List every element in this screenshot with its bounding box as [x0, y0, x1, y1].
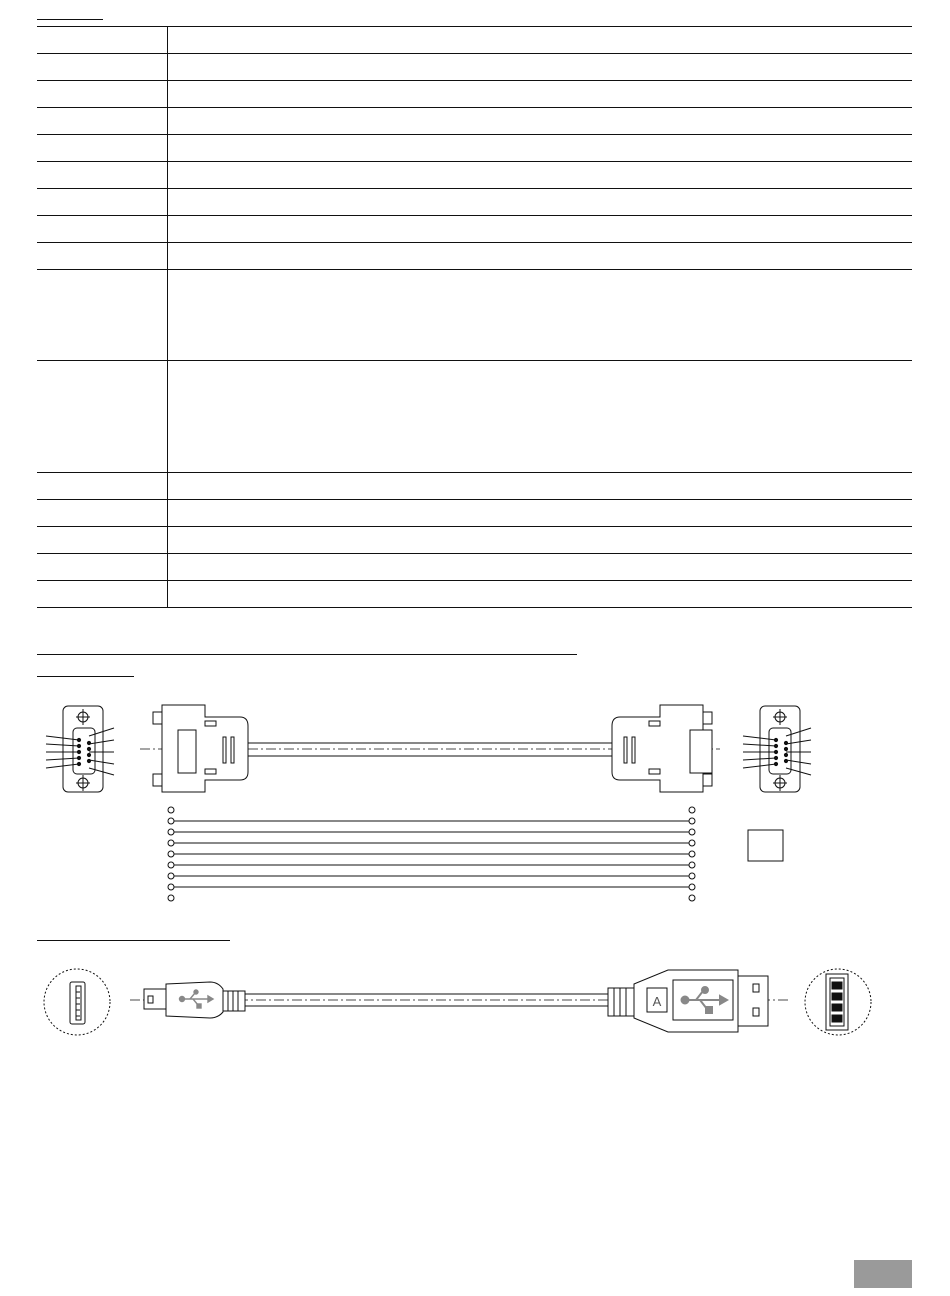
page-number-tab: [854, 1260, 912, 1288]
serial-cable-body: [248, 743, 612, 756]
db9-pin: [784, 747, 787, 750]
wire-terminal: [689, 829, 695, 835]
subsection-heading-underline-usb: [37, 940, 230, 941]
legend-box: [748, 830, 783, 861]
wire-terminal: [689, 873, 695, 879]
spec-value: [168, 162, 913, 189]
spec-value: [168, 27, 913, 54]
wire-terminal: [168, 862, 174, 868]
usb-a-connector-icon: [805, 969, 871, 1035]
plug-letter-label: A: [652, 994, 662, 1009]
spec-row: [37, 81, 912, 108]
micro-usb-connector-icon: [44, 969, 110, 1035]
left-db9-plug: [153, 705, 248, 792]
spec-label: [37, 270, 168, 361]
spec-value: [168, 581, 913, 608]
spec-label: [37, 108, 168, 135]
serial-cable-diagram: [0, 700, 950, 900]
spec-row: [37, 527, 912, 554]
spec-label: [37, 243, 168, 270]
spec-row: [37, 473, 912, 500]
spec-row: [37, 500, 912, 527]
spec-label: [37, 473, 168, 500]
spec-label: [37, 527, 168, 554]
wire-terminal: [689, 862, 695, 868]
wire-terminal: [168, 807, 174, 813]
spec-value: [168, 527, 913, 554]
spec-label: [37, 554, 168, 581]
spec-value: [168, 189, 913, 216]
wire-terminal: [689, 851, 695, 857]
spec-label: [37, 581, 168, 608]
spec-label: [37, 189, 168, 216]
wire-terminal: [168, 829, 174, 835]
spec-value: [168, 108, 913, 135]
wire-terminal: [689, 818, 695, 824]
spec-label: [37, 361, 168, 473]
spec-label: [37, 500, 168, 527]
wire-terminal: [689, 884, 695, 890]
spec-label: [37, 135, 168, 162]
wire-terminal: [168, 818, 174, 824]
spec-value: [168, 473, 913, 500]
db9-pin: [784, 753, 787, 756]
spec-value: [168, 361, 913, 473]
spec-value: [168, 500, 913, 527]
subsection-heading-underline-serial: [37, 676, 134, 677]
section-heading-underline: [37, 654, 577, 655]
top-heading-underline: [37, 19, 103, 20]
spec-row: [37, 581, 912, 608]
spec-row: [37, 270, 912, 361]
spec-row: [37, 361, 912, 473]
spec-value: [168, 243, 913, 270]
spec-row: [37, 189, 912, 216]
spec-row: [37, 27, 912, 54]
spec-row: [37, 554, 912, 581]
specification-table: [37, 26, 912, 608]
wiring-diagram: [168, 807, 695, 901]
spec-row: [37, 243, 912, 270]
wire-terminal: [689, 840, 695, 846]
spec-row: [37, 108, 912, 135]
spec-value: [168, 54, 913, 81]
spec-label: [37, 27, 168, 54]
spec-row: [37, 162, 912, 189]
spec-value: [168, 216, 913, 243]
usb-cable-diagram: [0, 962, 950, 1042]
spec-row: [37, 54, 912, 81]
spec-label: [37, 216, 168, 243]
spec-label: [37, 54, 168, 81]
db9-pin: [87, 747, 90, 750]
spec-label: [37, 162, 168, 189]
spec-label: [37, 81, 168, 108]
wire-terminal: [168, 840, 174, 846]
wire-terminal: [168, 884, 174, 890]
left-db9-connector-icon: [46, 706, 114, 792]
right-db9-connector-icon: [743, 706, 811, 792]
wire-terminal: [168, 851, 174, 857]
spec-row: [37, 135, 912, 162]
spec-value: [168, 135, 913, 162]
spec-value: [168, 270, 913, 361]
db9-pin: [87, 753, 90, 756]
spec-row: [37, 216, 912, 243]
spec-value: [168, 554, 913, 581]
wire-terminal: [689, 807, 695, 813]
wire-terminal: [168, 895, 174, 901]
spec-value: [168, 81, 913, 108]
wire-terminal: [689, 895, 695, 901]
right-db9-plug: [612, 705, 712, 792]
wire-terminal: [168, 873, 174, 879]
